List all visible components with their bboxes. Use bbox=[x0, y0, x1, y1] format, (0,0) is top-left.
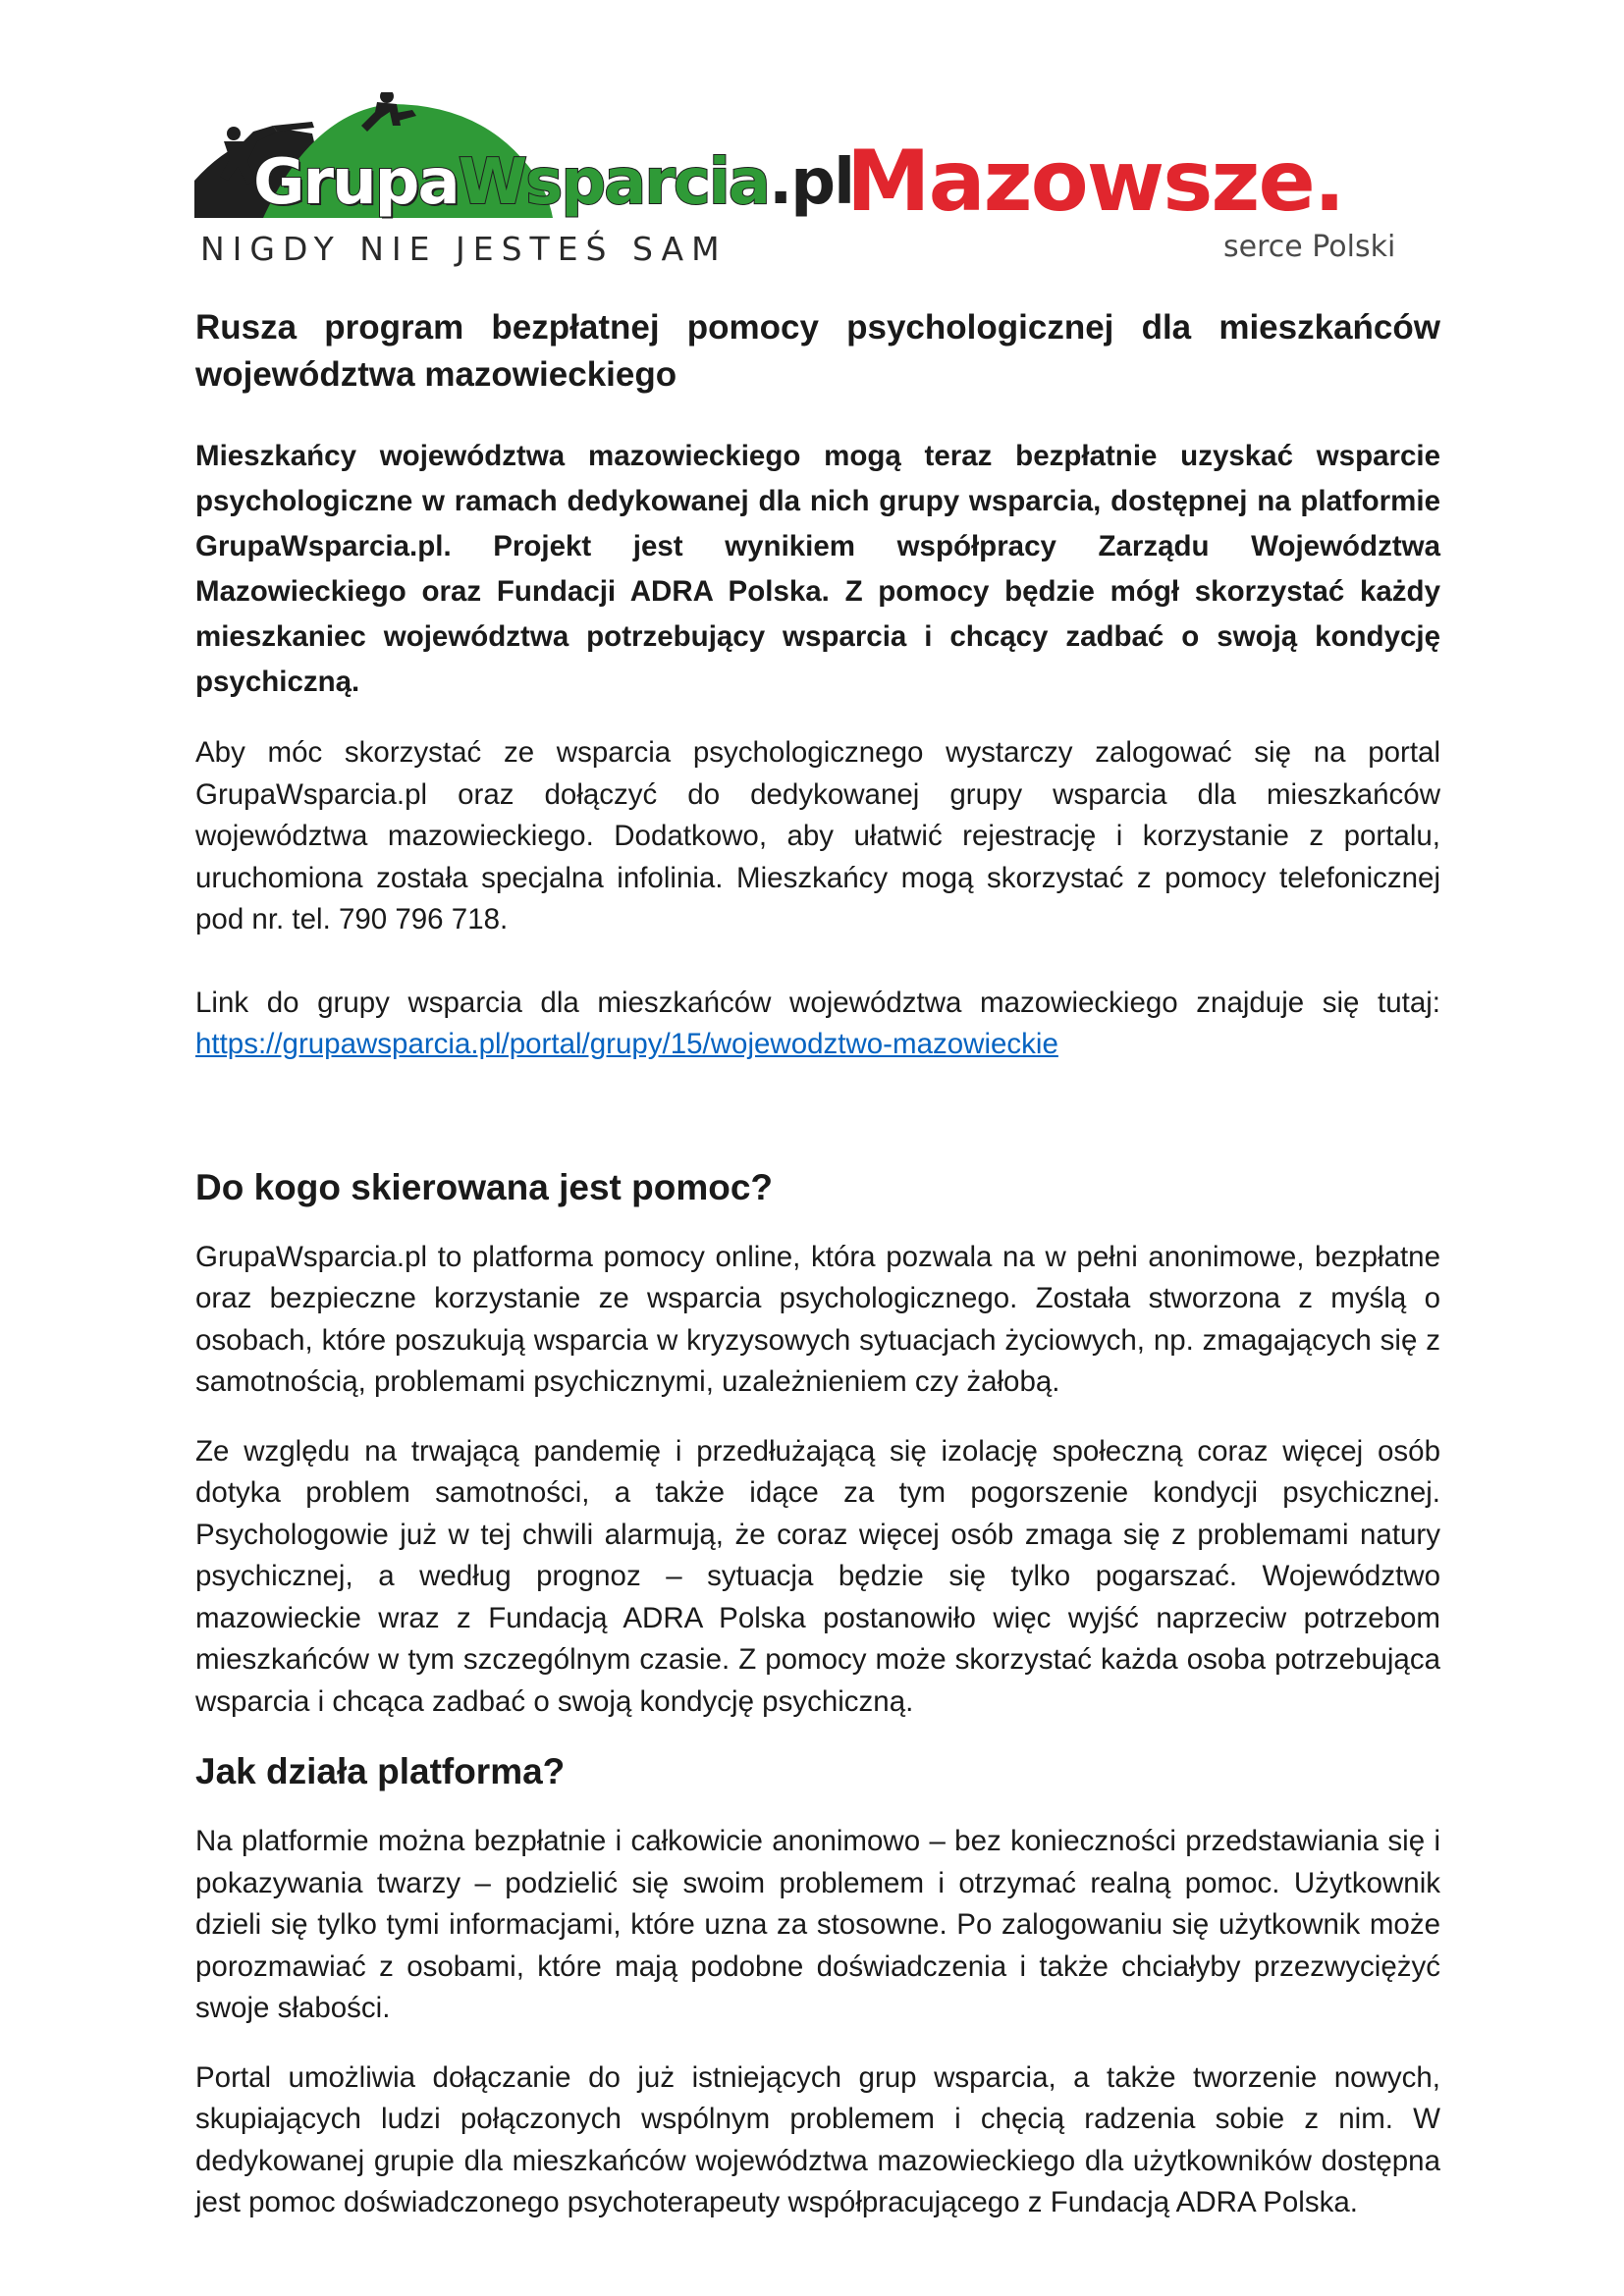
paragraph-anonymity: Na platformie można bezpłatnie i całkowicie anonimowo – bez konieczności przedstawiania się i pokazywania twarzy – podzielić się swoim problemem i otrzymać realną pomoc. Użytkownik dzieli się tylko tymi informacjami, które uzna za stosowne. Po zalogowaniu się użytkownik może porozmawiać z osobami, które mają podobne doświadczenia i także chciałyby przezwyciężyć swoje słabości. bbox=[195, 1825, 1440, 2024]
article bbox=[195, 304, 1440, 2224]
wordmark-pl: .pl bbox=[768, 146, 854, 219]
mazowsze-subtitle: serce Polski bbox=[1223, 230, 1396, 264]
paragraph-access: Aby móc skorzystać ze wsparcia psychologicznego wystarczy zalogować się na portal GrupaWsparcia.pl oraz dołączyć do dedykowanej grupy wsparcia dla mieszkańców województwa mazowieckiego. Dodatkowo, aby ułatwić rejestrację i korzystanie z portalu, uruchomiona została specjalna infolinia. Mieszkańcy mogą skorzystać z pomocy telefonicznej pod nr. tel. 790 796 718. bbox=[195, 736, 1440, 935]
paragraph-pandemic: Ze względu na trwającą pandemię i przedłużającą się izolację społeczną coraz więcej osób dotyka problem samotności, a także idące za tym pogorszenie kondycji psychicznej. Psychologowie już w tej chwili alarmują, że coraz więcej osób zmaga się z problemami natury psychicznej, a według prognoz – sytuacja będzie się tylko pogarszać. Województwo mazowieckie wraz z Fundacją ADRA Polska postanowiło więc wyjść naprzeciw potrzebom mieszkańców w tym szczególnym czasie. Z pomocy może skorzystać każda osoba potrzebująca wsparcia i chcąca zadbać o swoją kondycję psychiczną. bbox=[195, 1434, 1440, 1718]
article-title: Rusza program bezpłatnej pomocy psychologicznej dla mieszkańców województwa mazowieckiego bbox=[195, 308, 1440, 394]
paragraph-groups: Portal umożliwia dołączanie do już istniejących grup wsparcia, a także tworzenie nowych, skupiających ludzi połączonych wspólnym problemem i chęcią radzenia sobie z nim. W dedykowanej grupie dla mieszkańców województwa mazowieckiego dla użytkowników dostępna jest pomoc doświadczonego psychoterapeuty współpracującego z Fundacją ADRA Polska. bbox=[195, 2060, 1440, 2218]
wordmark-wsparcia: Wsparcia bbox=[458, 146, 769, 219]
mazowsze-logo bbox=[846, 133, 1396, 273]
article-lead: Mieszkańcy województwa mazowieckiego mogą teraz bezpłatnie uzyskać wsparcie psychologiczne w ramach dedykowanej dla nich grupy wsparcia, dostępnej na platformie GrupaWsparcia.pl. Projekt jest wynikiem współpracy Zarządu Województwa Mazowieckiego oraz Fundacji ADRA Polska. Z pomocy będzie mógł skorzystać każdy mieszkaniec województwa potrzebujący wsparcia i chcący zadbać o swoją kondycję psychiczną. bbox=[195, 440, 1440, 698]
section-heading-audience: Do kogo skierowana jest pomoc? bbox=[195, 1166, 774, 1207]
link-intro-text: Link do grupy wsparcia dla mieszkańców województwa mazowieckiego znajduje się tutaj: bbox=[195, 986, 1440, 1019]
mazowsze-wordmark: Mazowsze. bbox=[846, 133, 1344, 231]
paragraph-link bbox=[195, 983, 1440, 1066]
paragraph-platform-intro: GrupaWsparcia.pl to platforma pomocy online, która pozwala na w pełni anonimowe, bezpłatne oraz bezpieczne korzystanie ze wsparcia psychologicznego. Została stworzona z myślą o osobach, które poszukują wsparcia w kryzysowych sytuacjach życiowych, np. zmagających się z samotnością, problemami psychicznymi, uzależnieniem czy żałobą. bbox=[195, 1240, 1440, 1398]
grupawsparcia-wordmark bbox=[253, 146, 854, 219]
wordmark-grupa: Grupa bbox=[253, 146, 459, 219]
grupawsparcia-tagline: NIGDY NIE JESTEŚ SAM bbox=[200, 230, 728, 268]
grupawsparcia-logo bbox=[194, 92, 854, 279]
group-link[interactable]: https://grupawsparcia.pl/portal/grupy/15/wojewodztwo-mazowieckie bbox=[195, 1028, 1058, 1060]
section-heading-how-it-works: Jak działa platforma? bbox=[195, 1751, 566, 1791]
